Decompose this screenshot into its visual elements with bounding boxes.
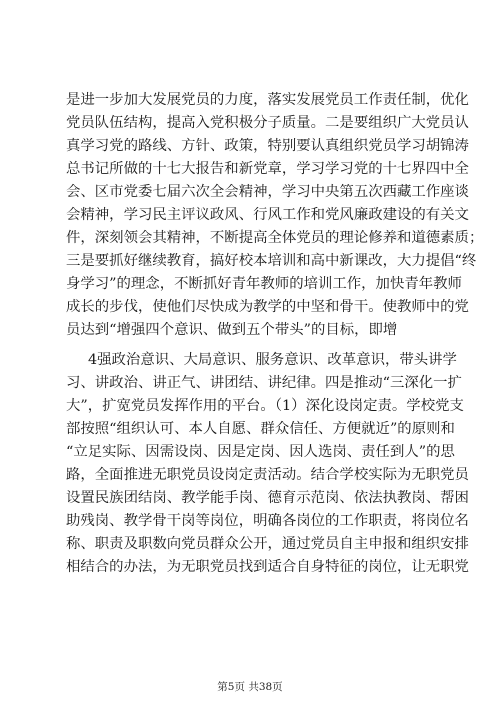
text-line: 身学习”的理念，不断抓好青年教师的培训工作，加快青年教师 xyxy=(66,276,462,292)
text-line: 员达到“增强四个意识、做到五个带头”的目标，即增 xyxy=(66,322,398,338)
page-footer: 第5页 共38页 xyxy=(217,681,283,693)
text-line: 是进一步加大发展党员的力度，落实发展党员工作责任制，优化 xyxy=(66,92,469,108)
text-line: 成长的步伐，使他们尽快成为教学的中坚和骨干。使教师中的党 xyxy=(66,299,469,315)
text-line: 相结合的办法，为无职党员找到适合自身特征的岗位，让无职党 xyxy=(66,559,469,575)
text-line: 会、区市党委七届六次全会精神，学习中央第五次西藏工作座谈 xyxy=(66,184,469,200)
text-line: 总书记所做的十七大报告和新党章，学习学习党的十七界四中全 xyxy=(66,161,469,177)
text-line: 习、讲政治、讲正气、讲团结、讲纪律。四是推动“三深化一扩 xyxy=(66,375,462,391)
text-line: 设置民族团结岗、教学能手岗、德育示范岗、依法执教岗、帮困 xyxy=(66,490,469,506)
text-line: 路，全面推进无职党员设岗定责活动。结合学校实际为无职党员 xyxy=(66,467,469,483)
text-line: 真学习党的路线、方针、政策，特别要认真组织党员学习胡锦涛 xyxy=(66,138,469,154)
text-line: 会精神，学习民主评议政风、行风工作和党风廉政建设的有关文 xyxy=(66,207,469,223)
text-line: 件，深刻领会其精神，不断提高全体党员的理论修养和道德素质； xyxy=(66,230,484,246)
text-line: 部按照“组织认可、本人自愿、群众信任、方便就近”的原则和 xyxy=(66,421,455,437)
text-line: 三是要抓好继续教育，搞好校本培训和高中新课改，大力提倡“终 xyxy=(66,253,477,269)
text-line: 称、职责及职数向党员群众公开，通过党员自主申报和组织安排 xyxy=(66,536,469,552)
text-line: 助残岗、教学骨干岗等岗位，明确各岗位的工作职责，将岗位名 xyxy=(66,513,469,529)
text-line: 大”，扩宽党员发挥作用的平台。（1）深化设岗定责。学校党支 xyxy=(66,398,464,414)
text-line: “立足实际、因需设岗、因是定岗、因人选岗、责任到人”的思 xyxy=(66,444,455,460)
text-line: 4强政治意识、大局意识、服务意识、改革意识，带头讲学 xyxy=(88,352,457,368)
text-line: 党员队伍结构，提高入党积极分子质量。二是要组织广大党员认 xyxy=(66,115,469,131)
